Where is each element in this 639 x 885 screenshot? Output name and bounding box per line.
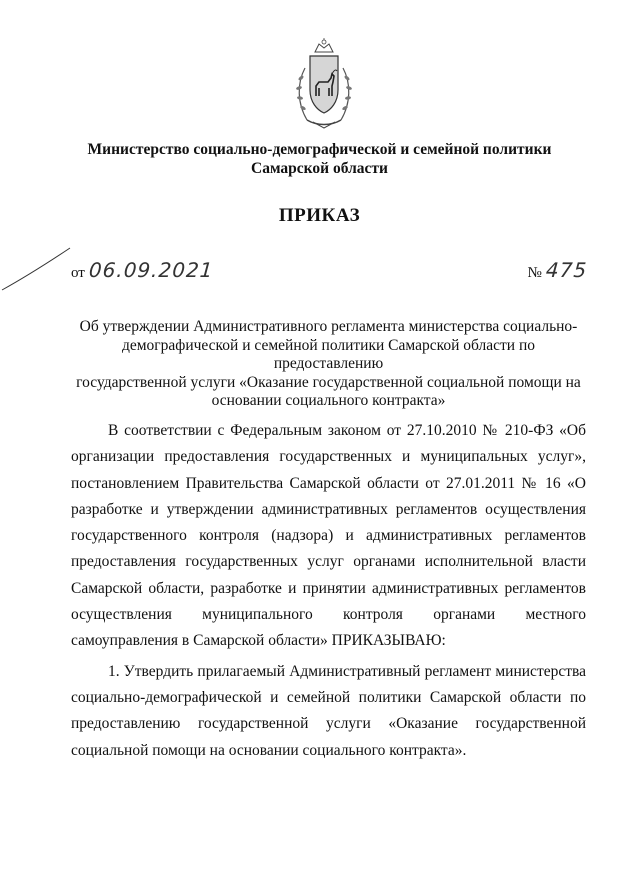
ministry-line-1: Министерство социально-демографической и семейной политики <box>87 141 552 158</box>
ministry-line-2: Самарской области <box>251 160 388 177</box>
subject-line-3: государственной услуги «Оказание государственной социальной помощи на <box>76 373 581 391</box>
number-prefix: № <box>527 265 542 281</box>
order-subject <box>70 318 587 411</box>
date-value: 06.09.2021 <box>88 258 215 282</box>
coat-of-arms-icon <box>293 38 355 130</box>
order-item-1: 1. Утвердить прилагаемый Административный регламент министерства социально-демографической и семейной политики Самарской области по предоставлению государственной услуги «Оказание государственной социальной помощи на основании социального контракта». <box>71 662 586 759</box>
subject-line-4: основании социального контракта» <box>211 392 446 409</box>
order-date <box>71 258 213 282</box>
document-type: ПРИКАЗ <box>278 205 361 226</box>
subject-line-1: Об утверждении Административного регламента министерства социально- <box>79 318 578 335</box>
date-prefix: от <box>71 265 85 281</box>
handwritten-margin-mark <box>0 244 72 294</box>
preamble-paragraph: В соответствии с Федеральным законом от 27.10.2010 № 210-ФЗ «Об организации предоставления государственных и муниципальных услуг», постановлением Правительства Самарской области от 27.01.2011 № 16 «О разработке и утверждении административных регламентов осуществления государственного контроля (надзора) и административных регламентов предоставления государственных услуг органами исполнительной власти Самарской области, разработке и принятии административных регламентов осуществления муниципального контроля органами местного самоуправления в Самарской области» ПРИКАЗЫВАЮ: <box>71 422 586 650</box>
subject-line-2: демографической и семейной политики Самарской области по предоставлению <box>121 336 536 372</box>
order-body <box>71 418 586 764</box>
ministry-name <box>0 140 639 178</box>
number-value: 475 <box>544 258 588 282</box>
order-number <box>528 258 588 282</box>
